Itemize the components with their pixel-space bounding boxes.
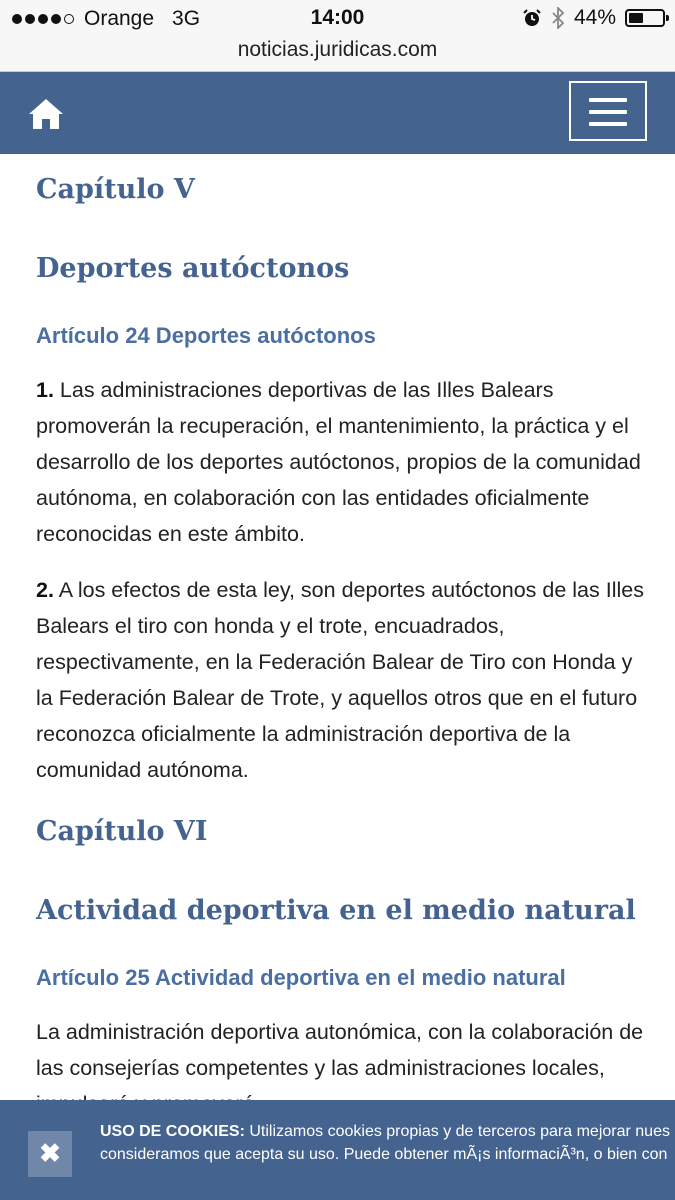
article-title: Artículo 25 Actividad deportiva en el medio natural — [36, 965, 566, 990]
paragraph — [36, 372, 646, 552]
hamburger-menu-icon[interactable] — [569, 81, 647, 141]
cookie-text — [100, 1120, 675, 1166]
chapter-title: Capítulo V — [36, 174, 195, 205]
chapter-title: Capítulo VI — [36, 816, 208, 847]
paragraph-number: 1. — [36, 378, 54, 402]
section-heading: Deportes autóctonos — [36, 253, 350, 284]
battery-icon — [625, 9, 665, 27]
address-bar[interactable] — [0, 38, 675, 72]
site-header — [0, 72, 675, 154]
paragraph: La administración deportiva autonómica, con la colaboración de las consejerías competentes y las administraciones locales, — [36, 1020, 644, 1080]
paragraph-text: Las administraciones deportivas de las Illes Balears promoverán la recuperación, el mantenimiento, la práctica y el desarrollo de los deportes autóctonos, propios de la comunidad autónoma, en colaboración con las entidades oficialmente reconocidas en este ámbito. — [36, 378, 641, 546]
article-title: Artículo 24 Deportes autóctonos — [36, 323, 376, 348]
cookie-line-1: Utilizamos cookies propias y de terceros para mejorar nues — [244, 1123, 670, 1140]
status-right — [522, 6, 665, 30]
status-bar — [0, 0, 675, 38]
url-text: noticias.juridicas.com — [237, 38, 438, 61]
paragraph — [36, 572, 646, 788]
cookie-label: USO DE COOKIES: — [100, 1123, 245, 1140]
close-icon[interactable]: ✖ — [28, 1131, 72, 1177]
network-type: 3G — [172, 7, 201, 30]
battery-percent: 44% — [573, 6, 616, 29]
bluetooth-icon — [551, 7, 565, 29]
cookie-line-2: consideramos que acepta su uso. Puede obtener mÃ¡s informaciÃ³n, o bien con — [100, 1146, 668, 1163]
carrier-name: Orange — [84, 7, 155, 30]
home-icon[interactable] — [26, 96, 66, 132]
paragraph-text: A los efectos de esta ley, son deportes autóctonos de las Illes Balears el tiro con honda y el trote, encuadrados, respectivamente, en la Federación Balear de Tiro con Honda y la Federación Balear de Trote, y aquellos otros que en el futuro reconozca oficialmente la administración deportiva de la comunidad autónoma. — [36, 578, 644, 782]
clock: 14:00 — [310, 6, 365, 29]
section-heading: Actividad deportiva en el medio natural — [36, 895, 636, 926]
paragraph-number: 2. — [36, 578, 54, 602]
alarm-icon — [522, 8, 542, 28]
cookie-banner — [0, 1100, 675, 1200]
